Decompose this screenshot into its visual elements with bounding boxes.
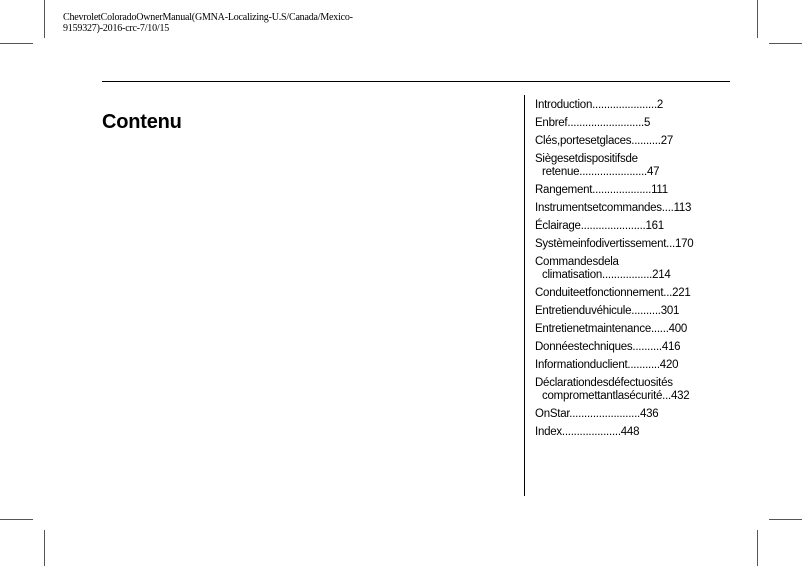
- toc-entry-defectuosites[interactable]: [535, 377, 775, 403]
- toc-entry-text: Instrumentsetcommandes....113: [535, 202, 692, 214]
- toc-entry-index[interactable]: [535, 426, 775, 439]
- toc-entry-text: Index....................448: [535, 426, 640, 438]
- toc-entry-text: Siègesetdispositifsde: [535, 153, 638, 165]
- toc-entry-introduction[interactable]: [535, 99, 775, 112]
- header-rule: [102, 81, 730, 82]
- toc-entry-text: Systèmeinfodivertissement...170: [535, 238, 694, 250]
- toc-entry-text: Déclarationdesdéfectuosités: [535, 377, 673, 389]
- column-divider: [524, 95, 525, 496]
- toc-entry-text: Introduction......................2: [535, 99, 664, 111]
- crop-mark: [757, 530, 758, 566]
- crop-mark: [0, 43, 33, 44]
- toc-entry-climatisation[interactable]: [535, 256, 775, 282]
- toc-entry-continuation: climatisation.................214: [542, 269, 671, 281]
- toc-entry-text: Conduiteetfonctionnement...221: [535, 287, 691, 299]
- toc-entry-eclairage[interactable]: [535, 220, 775, 233]
- toc-entry-continuation: retenue.......................47: [542, 166, 660, 178]
- toc-entry-text: Entretienetmaintenance......400: [535, 323, 688, 335]
- toc-entry-text: Entretienduvéhicule..........301: [535, 305, 680, 317]
- toc-entry-cles-portes-glaces[interactable]: [535, 135, 775, 148]
- toc-entry-en-bref[interactable]: [535, 117, 775, 130]
- toc-entry-instruments-commandes[interactable]: [535, 202, 775, 215]
- toc-entry-sieges-retenue[interactable]: [535, 153, 775, 179]
- toc-entry-entretien-maintenance[interactable]: [535, 323, 775, 336]
- toc-entry-text: Commandesdela: [535, 256, 619, 268]
- crop-mark: [44, 530, 45, 566]
- table-of-contents: [535, 99, 775, 444]
- toc-entry-text: Clés,portesetglaces..........27: [535, 135, 673, 147]
- page-title: Contenu: [102, 111, 182, 134]
- toc-entry-text: OnStar........................436: [535, 408, 659, 420]
- crop-mark: [44, 0, 45, 38]
- toc-entry-information-client[interactable]: [535, 359, 775, 372]
- toc-entry-rangement[interactable]: [535, 184, 775, 197]
- toc-entry-continuation: compromettantlasécurité...432: [542, 390, 690, 402]
- crop-mark: [769, 43, 802, 44]
- toc-entry-onstar[interactable]: [535, 408, 775, 421]
- toc-entry-text: Rangement....................111: [535, 184, 668, 196]
- toc-entry-text: Informationduclient...........420: [535, 359, 679, 371]
- toc-entry-infodivertissement[interactable]: [535, 238, 775, 251]
- crop-mark: [0, 519, 33, 520]
- toc-entry-text: Enbref..........................5: [535, 117, 651, 129]
- toc-entry-conduite-fonctionnement[interactable]: [535, 287, 775, 300]
- crop-mark: [769, 519, 802, 520]
- toc-entry-text: Éclairage......................161: [535, 220, 664, 232]
- toc-entry-text: Donnéestechniques..........416: [535, 341, 681, 353]
- toc-entry-donnees-techniques[interactable]: [535, 341, 775, 354]
- toc-entry-entretien-vehicule[interactable]: [535, 305, 775, 318]
- crop-mark: [757, 0, 758, 38]
- running-header: ChevroletColoradoOwnerManual(GMNA-Localizing-U.S/Canada/Mexico-9159327)-2016-crc-7/10/15: [63, 12, 353, 34]
